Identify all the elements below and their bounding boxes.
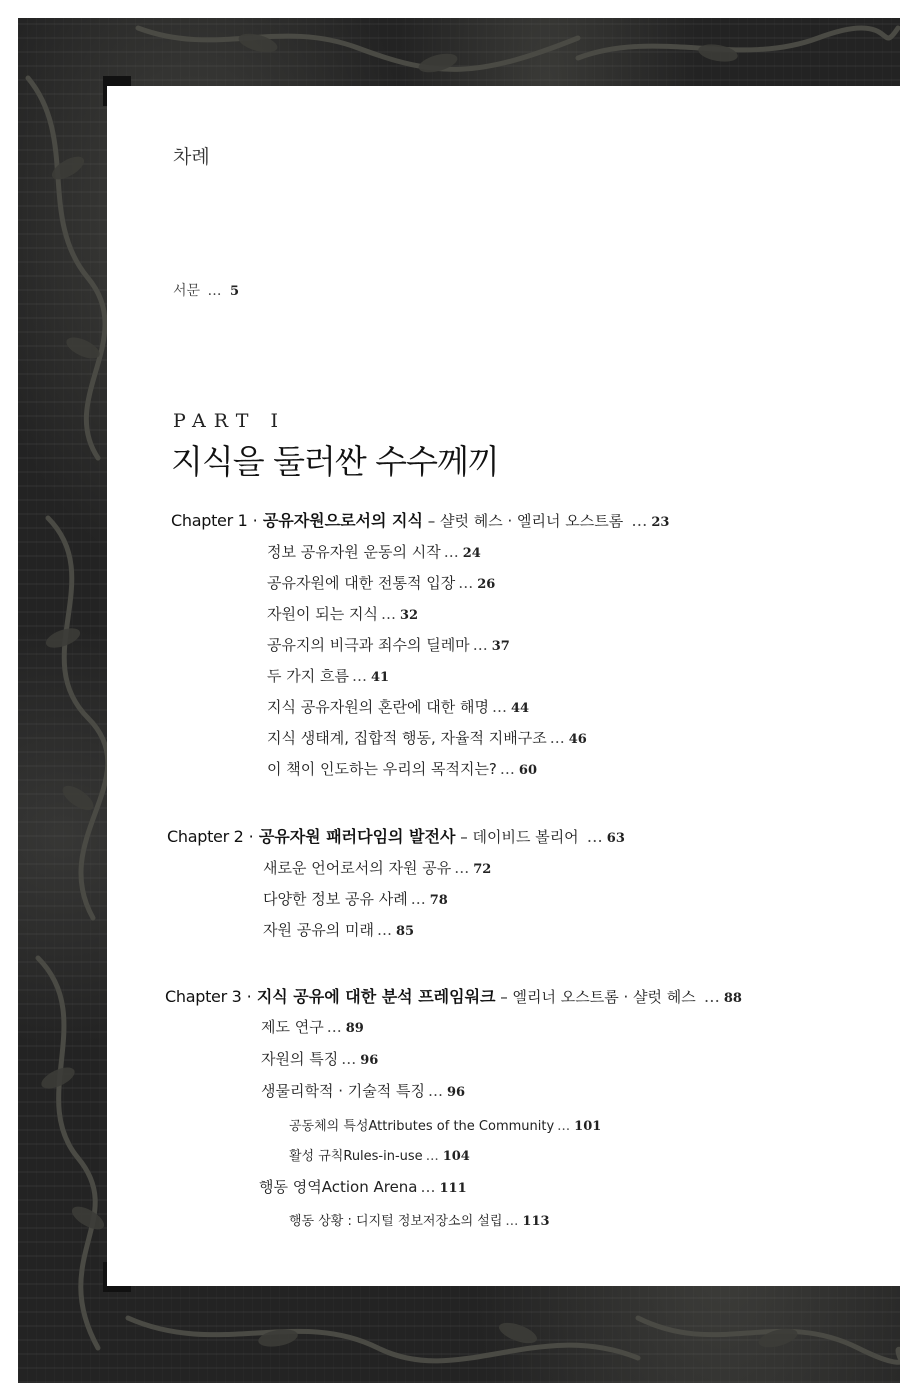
toc-entry: [267, 727, 587, 748]
toc-entry: [263, 919, 414, 940]
leader-dots: …: [472, 636, 489, 654]
toc-entry: [267, 758, 537, 779]
leader-dots: …: [505, 1214, 520, 1229]
leader-dots: …: [207, 283, 223, 299]
leader-dots: …: [352, 667, 368, 685]
chapter-title: 공유자원 패러다임의 발전사: [258, 827, 456, 846]
leader-dots: …: [454, 859, 471, 877]
entry-title: 지식 공유자원의 혼란에 대한 해명: [267, 698, 489, 716]
page-number: 96: [360, 1053, 379, 1068]
entry-title: 제도 연구: [261, 1018, 324, 1036]
entry-title: 자원의 특징: [261, 1050, 339, 1068]
toc-entry: [263, 857, 491, 878]
leader-dots: …: [557, 1119, 572, 1134]
chapter-title: 지식 공유에 대한 분석 프레임워크: [256, 987, 496, 1006]
part-title: 지식을 둘러싼 수수께끼: [171, 442, 499, 481]
page-number: 85: [395, 924, 415, 939]
leader-dots: …: [341, 1050, 358, 1068]
leader-dots: …: [420, 1178, 437, 1196]
page-number: 32: [399, 608, 419, 623]
page-number: 24: [462, 546, 481, 561]
toc-subentry: [289, 1210, 550, 1229]
preface-label: 서문: [173, 283, 201, 299]
toc-entry: [261, 1016, 364, 1037]
entry-title: 공유자원에 대한 전통적 입장: [267, 574, 456, 592]
toc-entry: [267, 665, 389, 686]
leader-dots: …: [491, 698, 508, 716]
entry-title: 행동 영역Action Arena: [259, 1178, 418, 1196]
page-number: 26: [477, 577, 496, 592]
leader-dots: …: [549, 729, 566, 747]
page-number: 46: [568, 732, 587, 747]
leader-dots: …: [376, 921, 393, 939]
entry-title: 공유지의 비극과 죄수의 딜레마: [267, 636, 470, 654]
separator: ·: [243, 827, 259, 846]
toc-page: [107, 86, 900, 1286]
chapter-number: Chapter 3: [165, 987, 242, 1006]
entry-title: 자원이 되는 지식: [267, 605, 378, 623]
page-number: 88: [723, 991, 742, 1006]
entry-title: 다양한 정보 공유 사례: [263, 890, 408, 908]
leader-dots: …: [380, 605, 397, 623]
toc-subentry: [289, 1145, 470, 1164]
chapter-heading: [165, 984, 742, 1007]
toc-subentry: [289, 1115, 601, 1134]
page-number: 113: [522, 1214, 550, 1229]
entry-title: 생물리학적 · 기술적 특징: [261, 1082, 425, 1100]
page-number: 78: [429, 893, 448, 908]
leader-dots: …: [458, 574, 475, 592]
page-number: 44: [510, 701, 530, 716]
entry-title: 이 책이 인도하는 우리의 목적지는?: [267, 760, 497, 778]
page-number: 37: [491, 639, 510, 654]
leader-dots: …: [427, 1082, 444, 1100]
entry-title: 활성 규칙Rules-in-use: [289, 1149, 423, 1164]
leader-dots: …: [586, 827, 604, 846]
entry-title: 정보 공유자원 운동의 시작: [267, 543, 441, 561]
leader-dots: …: [703, 987, 721, 1006]
toc-entry: [267, 603, 418, 624]
page-number: 41: [371, 670, 390, 685]
page-number: 104: [442, 1149, 470, 1164]
entry-title: 행동 상황 : 디지털 정보저장소의 설립: [289, 1214, 503, 1229]
page-number: 5: [229, 284, 240, 299]
toc-entry: [259, 1176, 467, 1197]
chapter-title: 공유자원으로서의 지식: [262, 511, 423, 530]
leader-dots: …: [425, 1149, 440, 1164]
toc-entry: [261, 1048, 378, 1069]
preface-entry: [173, 280, 239, 300]
leader-dots: …: [410, 890, 427, 908]
toc-entry: [267, 696, 529, 717]
chapter-heading: [167, 824, 625, 847]
leader-dots: …: [443, 543, 460, 561]
chapter-heading: [171, 508, 669, 531]
entry-title: 새로운 언어로서의 자원 공유: [263, 859, 452, 877]
entry-title: 자원 공유의 미래: [263, 921, 374, 939]
toc-entry: [263, 888, 448, 909]
part-label: PART I: [173, 410, 286, 432]
page-number: 96: [446, 1085, 466, 1100]
separator: ·: [241, 987, 257, 1006]
separator: ·: [247, 511, 263, 530]
chapter-author: – 엘리너 오스트롬 · 샬럿 헤스: [495, 988, 696, 1006]
chapter-number: Chapter 2: [167, 827, 244, 846]
page-number: 101: [574, 1119, 602, 1134]
page-number: 63: [606, 831, 625, 846]
toc-entry: [261, 1080, 465, 1101]
chapter-author: – 데이비드 볼리어: [455, 828, 579, 846]
leader-dots: …: [499, 760, 516, 778]
toc-title: 차례: [173, 146, 210, 168]
toc-entry: [267, 541, 481, 562]
page-number: 111: [439, 1181, 467, 1196]
page-number: 72: [473, 862, 492, 877]
entry-title: 지식 생태계, 집합적 행동, 자율적 지배구조: [267, 729, 547, 747]
entry-title: 두 가지 흐름: [267, 667, 349, 685]
page-number: 89: [345, 1021, 364, 1036]
toc-entry: [267, 634, 510, 655]
leader-dots: …: [631, 511, 649, 530]
chapter-number: Chapter 1: [171, 511, 248, 530]
entry-title: 공동체의 특성Attributes of the Community: [289, 1119, 555, 1134]
leader-dots: …: [326, 1018, 343, 1036]
chapter-author: – 샬럿 헤스 · 엘리너 오스트롬: [422, 512, 624, 530]
toc-entry: [267, 572, 495, 593]
page-number: 23: [651, 515, 670, 530]
page-number: 60: [518, 763, 537, 778]
